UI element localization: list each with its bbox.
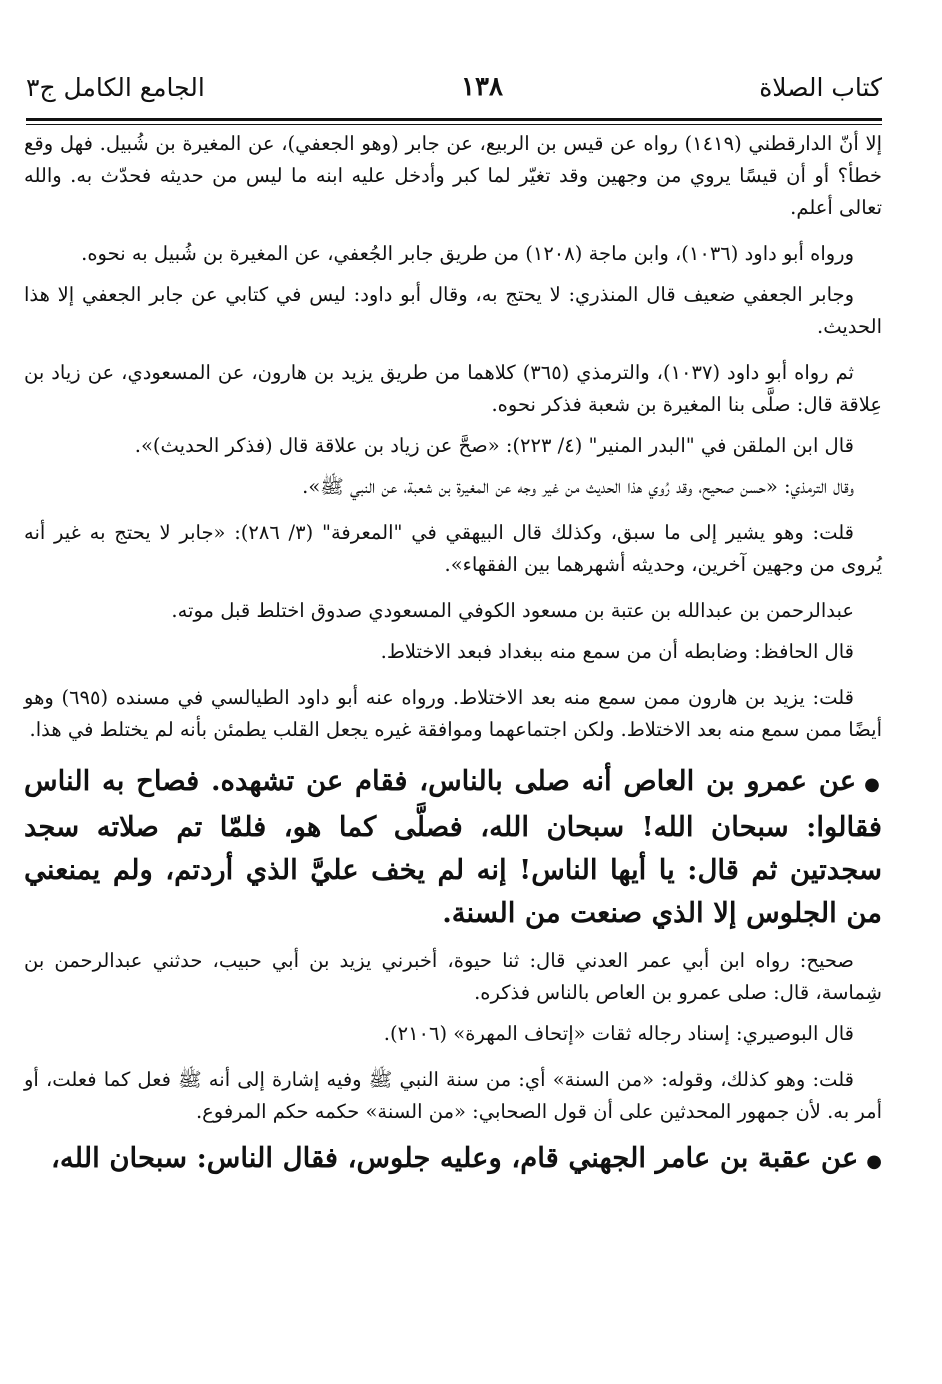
paragraph-abu-dawud: ورواه أبو داود (١٠٣٦)، وابن ماجة (١٢٠٨) من طريق جابر الجُعفي، عن المغيرة بن شُبيل به نحوه. — [81, 242, 854, 265]
paragraph-jabir: وجابر الجعفي ضعيف قال المنذري: لا يحتج به، وقال أبو داود: ليس في كتابي عن جابر الجعفي إلا هذا الحديث. — [24, 283, 882, 338]
header-rule-thin — [26, 124, 882, 125]
header-rule-thick — [26, 118, 882, 121]
paragraph-tirmidhi: وقال الترمذي: «حسن صحيح، وقد رُوي هذا الحديث من غير وجه عن المغيرة بن شعبة، عن النبي ﷺ». — [302, 475, 854, 498]
paragraph-bayhaqi: قلت: وهو يشير إلى ما سبق، وكذلك قال البيهقي في "المعرفة" (٣/ ٢٨٦): «جابر لا يحتج به غير أنه يُروى من وجهين آخرين، وحديثه أشهرهما بين الفقهاء». — [24, 521, 882, 576]
page-body — [24, 128, 882, 1193]
bullet-icon: ● — [864, 774, 882, 795]
paragraph-hafiz: قال الحافظ: وضابطه أن من سمع منه ببغداد فبعد الاختلاط. — [380, 640, 854, 663]
paragraph-min-as-sunnah: قلت: وهو كذلك، وقوله: «من السنة» أي: من سنة النبي ﷺ وفيه إشارة إلى أنه ﷺ فعل كما فعلت، أو أمر به. لأن جمهور المحدثين على أن قول الصحابي: «من السنة» حكمه حكم المرفوع. — [24, 1068, 882, 1123]
hadith-amr-ibn-al-as — [24, 760, 882, 935]
page-header — [26, 62, 882, 112]
paragraph-daraqutni: إلا أنّ الدارقطني (١٤١٩) رواه عن قيس بن الربيع، عن جابر (وهو الجعفي)، عن المغيرة بن شُبيل. فهل وقع خطأ؟ أو أن قيسًا يروي من وجهين وقد تغيّر لما كبر وأدخل عليه ابنه ما ليس من حديثه فحدّث به. والله تعالى أعلم. — [24, 132, 882, 219]
hadith-uqbah — [24, 1137, 882, 1183]
hadith-text: عن عقبة بن عامر الجهني قام، وعليه جلوس، فقال الناس: سبحان الله، — [51, 1142, 859, 1174]
paragraph-sahih-grading: صحيح: رواه ابن أبي عمر العدني قال: ثنا حيوة، أخبرني يزيد بن أبي حبيب، حدثني عبدالرحمن بن شِماسة، قال: صلى عمرو بن العاص بالناس فذكره. — [24, 949, 882, 1004]
hadith-text: عن عمرو بن العاص أنه صلى بالناس، فقام عن تشهده. فصاح به الناس فقالوا: سبحان الله! سبحان الله، فصلَّى كما هو، فلمّا تم صلاته سجد سجدتين ثم قال: يا أيها الناس! إنه لم يخف عليَّ الذي أردتم، ولم يمنعني من الجلوس إلا الذي صنعت من السنة. — [24, 765, 882, 929]
chapter-title: كتاب الصلاة — [759, 72, 882, 102]
paragraph-yazid-ikhtilat: قلت: يزيد بن هارون ممن سمع منه بعد الاختلاط. ورواه عنه أبو داود الطيالسي في مسنده (٦٩٥) وهو أيضًا ممن سمع منه بعد الاختلاط. ولكن اجتماعهما وموافقة غيره يجعل القلب يطمئن بأنه لم يختلط في هذا. — [24, 686, 882, 741]
book-title: الجامع الكامل ج٣ — [26, 72, 205, 102]
paragraph-masudi: عبدالرحمن بن عبدالله بن عتبة بن مسعود الكوفي المسعودي صدوق اختلط قبل موته. — [171, 599, 854, 622]
paragraph-ibn-mulaqqin: قال ابن الملقن في "البدر المنير" (٤/ ٢٢٣): «صحَّ عن زياد بن علاقة قال (فذكر الحديث)». — [134, 434, 854, 457]
bullet-icon: ● — [866, 1151, 882, 1172]
paragraph-busiri: قال البوصيري: إسناد رجاله ثقات «إتحاف المهرة» (٢١٠٦). — [383, 1022, 854, 1045]
paragraph-yazid-route: ثم رواه أبو داود (١٠٣٧)، والترمذي (٣٦٥) كلاهما من طريق يزيد بن هارون، عن المسعودي، عن زياد بن عِلاقة قال: صلَّى بنا المغيرة بن شعبة فذكر نحوه. — [24, 361, 882, 416]
page-number: ١٣٨ — [461, 72, 503, 102]
